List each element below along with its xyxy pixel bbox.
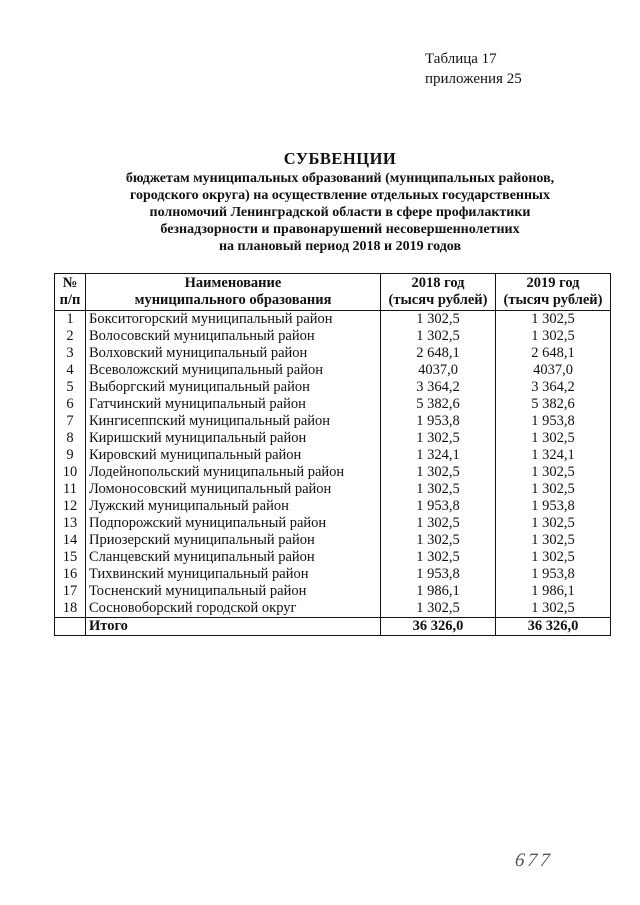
row-num: 13 <box>55 515 86 532</box>
row-2018: 1 324,1 <box>381 447 496 464</box>
table-row <box>55 498 611 515</box>
row-2018: 1 302,5 <box>381 600 496 618</box>
row-num: 3 <box>55 345 86 362</box>
title-line: полномочий Ленинградской области в сфере профилактики <box>149 205 531 220</box>
row-name: Лужский муниципальный район <box>86 498 381 515</box>
row-2019: 1 953,8 <box>496 498 611 515</box>
row-num: 17 <box>55 583 86 600</box>
row-2019: 1 324,1 <box>496 447 611 464</box>
total-label: Итого <box>86 618 381 636</box>
row-2018: 3 364,2 <box>381 379 496 396</box>
row-num: 12 <box>55 498 86 515</box>
row-name: Тихвинский муниципальный район <box>86 566 381 583</box>
row-2018: 1 302,5 <box>381 464 496 481</box>
row-name: Тосненский муниципальный район <box>86 583 381 600</box>
table-row <box>55 396 611 413</box>
row-num: 8 <box>55 430 86 447</box>
page-number-stamp: 677 <box>513 850 554 871</box>
total-2018: 36 326,0 <box>381 618 496 636</box>
reference-table-number: Таблица 17 <box>425 51 497 67</box>
title-main: СУБВЕНЦИИ <box>283 149 397 168</box>
title-line: бюджетам муниципальных образований (муниципальных районов, <box>125 171 555 186</box>
table-header-row <box>55 274 611 311</box>
document-title <box>60 148 620 255</box>
row-2019: 4037,0 <box>496 362 611 379</box>
row-2019: 1 302,5 <box>496 515 611 532</box>
row-num: 18 <box>55 600 86 618</box>
row-num: 16 <box>55 566 86 583</box>
row-2018: 1 953,8 <box>381 498 496 515</box>
row-num: 10 <box>55 464 86 481</box>
row-2019: 1 302,5 <box>496 481 611 498</box>
row-2019: 1 302,5 <box>496 532 611 549</box>
row-2018: 1 302,5 <box>381 515 496 532</box>
row-2018: 1 302,5 <box>381 481 496 498</box>
row-2019: 1 302,5 <box>496 311 611 329</box>
table-row <box>55 566 611 583</box>
row-num: 5 <box>55 379 86 396</box>
header-2018: 2018 год (тысяч рублей) <box>381 274 496 311</box>
table-row <box>55 362 611 379</box>
total-row <box>55 618 611 636</box>
table-row <box>55 447 611 464</box>
subventions-table <box>54 273 611 636</box>
row-2019: 1 302,5 <box>496 549 611 566</box>
row-2019: 2 648,1 <box>496 345 611 362</box>
table-row <box>55 515 611 532</box>
table-row <box>55 311 611 329</box>
row-num: 6 <box>55 396 86 413</box>
row-name: Волосовский муниципальный район <box>86 328 381 345</box>
table-row <box>55 583 611 600</box>
table-row <box>55 464 611 481</box>
row-num: 9 <box>55 447 86 464</box>
row-2019: 5 382,6 <box>496 396 611 413</box>
header-2019: 2019 год (тысяч рублей) <box>496 274 611 311</box>
row-name: Ломоносовский муниципальный район <box>86 481 381 498</box>
row-name: Приозерский муниципальный район <box>86 532 381 549</box>
row-name: Сосновоборский городской округ <box>86 600 381 618</box>
table-row <box>55 328 611 345</box>
table-reference <box>425 49 522 89</box>
row-name: Бокситогорский муниципальный район <box>86 311 381 329</box>
table-row <box>55 430 611 447</box>
row-num: 14 <box>55 532 86 549</box>
row-num: 11 <box>55 481 86 498</box>
row-2018: 1 302,5 <box>381 311 496 329</box>
row-name: Гатчинский муниципальный район <box>86 396 381 413</box>
row-2018: 1 953,8 <box>381 566 496 583</box>
row-name: Киришский муниципальный район <box>86 430 381 447</box>
row-2018: 1 302,5 <box>381 532 496 549</box>
table-row <box>55 532 611 549</box>
row-name: Кировский муниципальный район <box>86 447 381 464</box>
table-row <box>55 345 611 362</box>
total-num <box>55 618 86 636</box>
row-2019: 1 302,5 <box>496 600 611 618</box>
title-line: городского округа) на осуществление отдельных государственных <box>130 188 550 203</box>
row-name: Лодейнопольский муниципальный район <box>86 464 381 481</box>
row-2018: 5 382,6 <box>381 396 496 413</box>
row-2018: 4037,0 <box>381 362 496 379</box>
row-num: 4 <box>55 362 86 379</box>
row-2019: 1 302,5 <box>496 328 611 345</box>
header-num: № п/п <box>55 274 86 311</box>
row-name: Подпорожский муниципальный район <box>86 515 381 532</box>
row-2019: 1 302,5 <box>496 464 611 481</box>
row-2018: 1 302,5 <box>381 430 496 447</box>
row-name: Кингисеппский муниципальный район <box>86 413 381 430</box>
title-line: безнадзорности и правонарушений несовершеннолетних <box>160 222 520 237</box>
row-num: 7 <box>55 413 86 430</box>
row-2018: 1 302,5 <box>381 328 496 345</box>
row-2019: 1 302,5 <box>496 430 611 447</box>
row-num: 15 <box>55 549 86 566</box>
table-row <box>55 549 611 566</box>
total-2019: 36 326,0 <box>496 618 611 636</box>
table-row <box>55 481 611 498</box>
reference-appendix: приложения 25 <box>425 71 522 87</box>
title-line: на плановый период 2018 и 2019 годов <box>218 239 462 254</box>
row-name: Всеволожский муниципальный район <box>86 362 381 379</box>
row-2018: 2 648,1 <box>381 345 496 362</box>
row-2018: 1 302,5 <box>381 549 496 566</box>
row-name: Волховский муниципальный район <box>86 345 381 362</box>
row-2019: 1 986,1 <box>496 583 611 600</box>
row-num: 2 <box>55 328 86 345</box>
table-row <box>55 600 611 618</box>
row-num: 1 <box>55 311 86 329</box>
row-2018: 1 953,8 <box>381 413 496 430</box>
row-name: Сланцевский муниципальный район <box>86 549 381 566</box>
row-2019: 3 364,2 <box>496 379 611 396</box>
row-2018: 1 986,1 <box>381 583 496 600</box>
header-name: Наименование муниципального образования <box>86 274 381 311</box>
table-row <box>55 413 611 430</box>
row-2019: 1 953,8 <box>496 566 611 583</box>
row-name: Выборгский муниципальный район <box>86 379 381 396</box>
table-row <box>55 379 611 396</box>
row-2019: 1 953,8 <box>496 413 611 430</box>
